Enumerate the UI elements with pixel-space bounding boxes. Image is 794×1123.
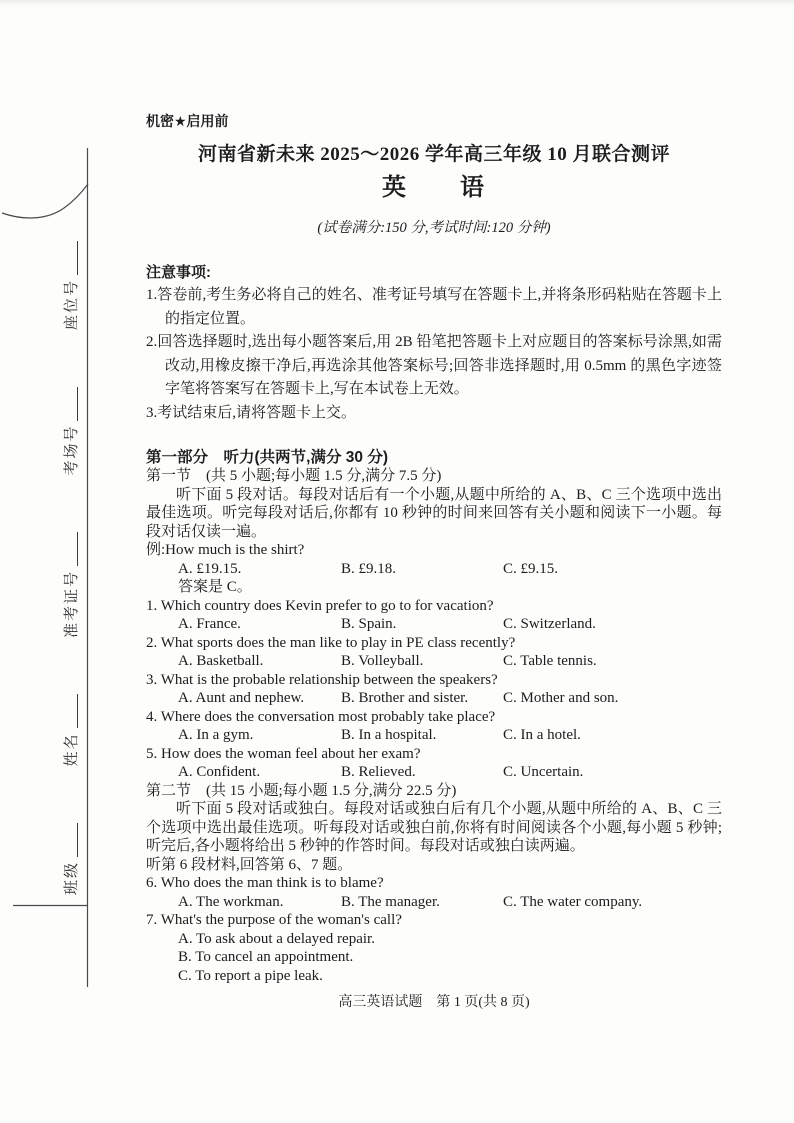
- question-4-option-b: B. In a hospital.: [341, 727, 437, 743]
- exam-title: 河南省新未来 2025～2026 学年高三年级 10 月联合测评: [197, 144, 670, 165]
- fill-in-blank-line: [76, 241, 78, 275]
- question-4-option-c: C. In a hotel.: [503, 727, 581, 743]
- question-3-options: [146, 689, 722, 708]
- seal-curve: [2, 184, 88, 218]
- question-6-option-c: C. The water company.: [503, 893, 643, 910]
- fill-in-blank-line: [76, 387, 78, 421]
- question-7-option-b: B. To cancel an appointment.: [178, 949, 354, 965]
- material-note: 听第 6 段材料,回答第 6、7 题。: [146, 856, 353, 873]
- listening-section: [146, 467, 722, 985]
- question-3-text: 3. What is the probable relationship between the speakers?: [146, 671, 498, 688]
- note-item-1: 1.答卷前,考生务必将自己的姓名、准考证号填写在答题卡上,并将条形码粘贴在答题卡上的指定位置。: [146, 287, 722, 327]
- part1-heading: 第一部分 听力(共两节,满分 30 分): [146, 449, 388, 466]
- question-7-option-c: C. To report a pipe leak.: [178, 967, 323, 984]
- fill-in-blank-line: [76, 532, 78, 566]
- question-3-option-a: A. Aunt and nephew.: [178, 690, 305, 706]
- seal-field-class: [60, 821, 81, 895]
- question-3-option-c: C. Mother and son.: [503, 690, 619, 706]
- example-options: [146, 560, 722, 579]
- question-2-text: 2. What sports does the man like to play in PE class recently?: [146, 634, 516, 651]
- section1-heading: 第一节 (共 5 小题;每小题 1.5 分,满分 7.5 分): [146, 468, 442, 484]
- notes-heading: 注意事项:: [146, 264, 211, 281]
- section1-instructions: 听下面 5 段对话。每段对话后有一个小题,从题中所给的 A、B、C 三个选项中选出最佳选项。听完每段对话后,你都有 10 秒钟的时间来回答有关小题和阅读下一小题。每段对话仅读一遍。: [146, 486, 722, 540]
- question-1-option-c: C. Switzerland.: [503, 616, 596, 632]
- note-item-2: 2.回答选择题时,选出每小题答案后,用 2B 铅笔把答题卡上对应题目的答案标号涂黑,如需改动,用橡皮擦干净后,再选涂其他答案标号;回答非选择题时,用 0.5mm 的黑色字迹签字笔将答案写在答题卡上,写在本试卷上无效。: [146, 334, 722, 397]
- page-footer: 高三英语试题 第 1 页(共 8 页): [338, 995, 530, 1010]
- question-4-text: 4. Where does the conversation most probably take place?: [146, 708, 496, 725]
- example-option-c: C. £9.15.: [503, 560, 559, 577]
- example-answer: 答案是 C。: [178, 579, 252, 595]
- seal-field-admission-number: [60, 530, 81, 638]
- question-5-option-c: C. Uncertain.: [503, 764, 584, 780]
- note-item-3: 3.考试结束后,请将答题卡上交。: [146, 404, 357, 421]
- question-4-options: [146, 726, 722, 745]
- seal-label-seat-number: 座位号: [64, 279, 80, 331]
- question-2-option-b: B. Volleyball.: [341, 653, 424, 669]
- confidential-marking: 机密★启用前: [146, 113, 229, 129]
- section2-instructions: 听下面 5 段对话或独白。每段对话或独白后有几个小题,从题中所给的 A、B、C 三个选项中选出最佳选项。听每段对话或独白前,你将有时间阅读各个小题,每小题 5 秒钟;听完后,各小题将给出 5 秒钟的作答时间。每段对话或独白读两遍。: [146, 801, 722, 854]
- seal-field-room-number: [60, 385, 81, 476]
- fill-in-blank-line: [76, 823, 78, 857]
- seal-label-room-number: 考场号: [64, 424, 80, 476]
- question-2-options: [146, 652, 722, 671]
- question-6-options: [146, 893, 722, 912]
- question-5-option-b: B. Relieved.: [341, 764, 416, 780]
- seal-label-admission-number: 准考证号: [64, 570, 80, 639]
- example-option-b: B. £9.18.: [341, 560, 397, 577]
- question-2-option-a: A. Basketball.: [178, 653, 264, 669]
- seal-field-name: [60, 693, 81, 767]
- seal-labels: [59, 239, 81, 895]
- question-2-option-c: C. Table tennis.: [503, 653, 597, 669]
- question-4-option-a: A. In a gym.: [178, 727, 254, 743]
- example-question: 例:How much is the shirt?: [146, 542, 305, 558]
- subject-title: 英 语: [382, 175, 486, 201]
- seal-line-graphic: [0, 0, 110, 1123]
- question-5-option-a: A. Confident.: [178, 764, 261, 780]
- question-7-text: 7. What's the purpose of the woman's call?: [146, 912, 402, 928]
- question-5-options: [146, 763, 722, 782]
- example-option-a: A. £19.15.: [178, 560, 242, 577]
- question-6-option-a: A. The workman.: [178, 893, 284, 910]
- question-1-option-a: A. France.: [178, 616, 241, 632]
- question-1-text: 1. Which country does Kevin prefer to go to for vacation?: [146, 597, 494, 614]
- exam-info-line: (试卷满分:150 分,考试时间:120 分钟): [317, 220, 551, 236]
- fill-in-blank-line: [76, 695, 78, 729]
- seal-label-class: 班级: [64, 860, 80, 895]
- question-3-option-b: B. Brother and sister.: [341, 690, 469, 706]
- question-6-option-b: B. The manager.: [341, 893, 440, 910]
- question-1-option-b: B. Spain.: [341, 616, 397, 632]
- section2-heading: 第二节 (共 15 小题;每小题 1.5 分,满分 22.5 分): [146, 782, 457, 799]
- question-6-text: 6. Who does the man think is to blame?: [146, 875, 384, 891]
- seal-field-seat-number: [60, 239, 81, 330]
- question-7-option-a: A. To ask about a delayed repair.: [178, 930, 375, 947]
- question-5-text: 5. How does the woman feel about her exam?: [146, 745, 421, 762]
- exam-content: [146, 112, 722, 985]
- seal-label-name: 姓名: [64, 732, 80, 767]
- question-1-options: [146, 615, 722, 634]
